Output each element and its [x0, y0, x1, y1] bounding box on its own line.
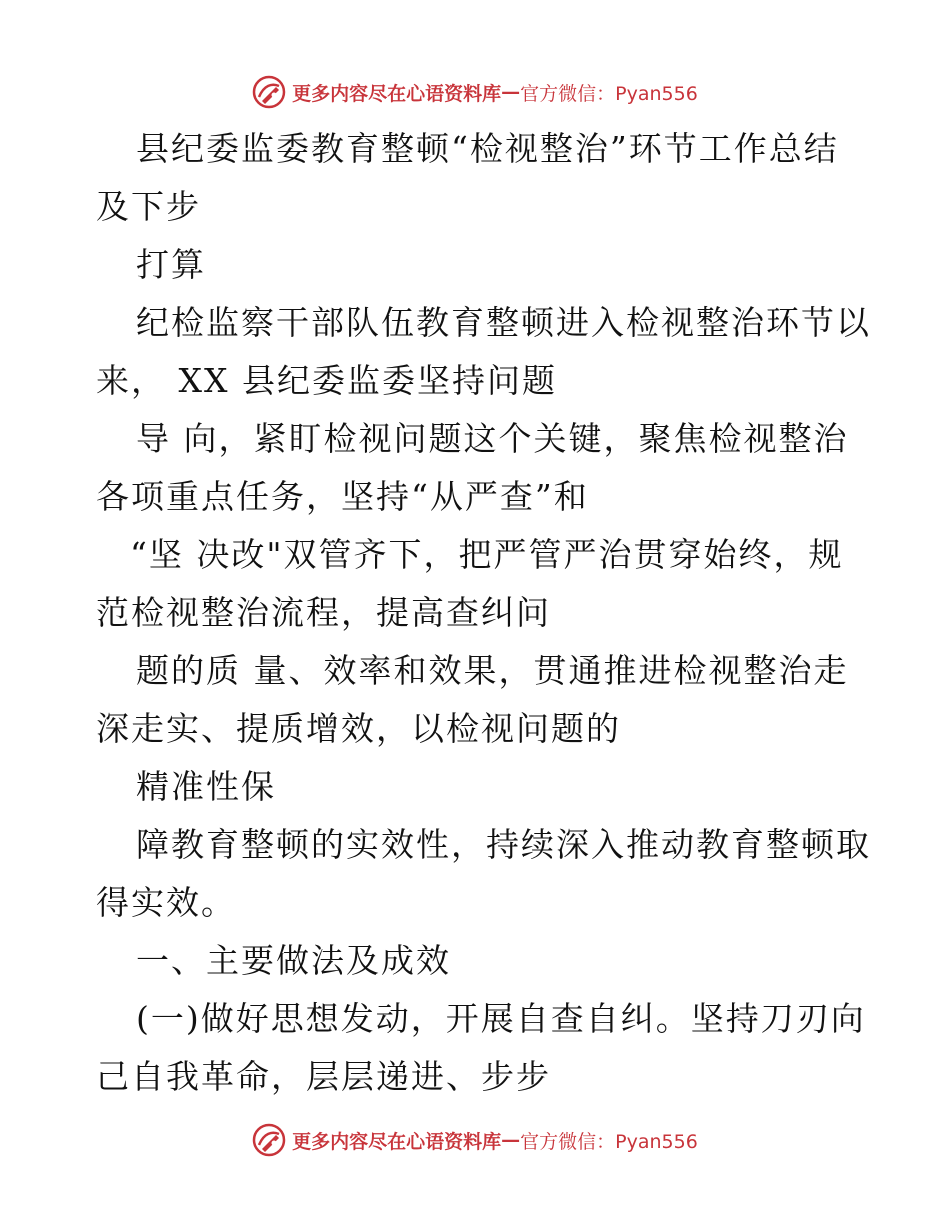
footer-banner	[0, 1118, 950, 1162]
section-heading: 一、主要做法及成效	[136, 941, 451, 980]
paragraph-line: 导 向，紧盯检视问题这个关键，聚焦检视整治	[136, 419, 849, 458]
pen-logo-icon	[252, 1123, 286, 1157]
paragraph-line: 纪检监察干部队伍教育整顿进入检视整治环节以	[136, 303, 871, 342]
banner-dash: —	[501, 81, 521, 103]
banner-dash: —	[501, 1129, 521, 1151]
title-line-2: 及下步	[96, 187, 201, 226]
paragraph-line: 来， XX 县纪委监委坚持问题	[96, 361, 557, 400]
header-banner	[0, 70, 950, 114]
banner-site-name: 更多内容尽在心语资料库	[292, 82, 502, 105]
paragraph-line: “坚 决改"双管齐下，把严管严治贯穿始终，规	[130, 535, 844, 574]
paragraph-line: 各项重点任务，坚持“从严查”和	[96, 477, 589, 516]
pen-logo-icon	[252, 75, 286, 109]
paragraph-line: 障教育整顿的实效性，持续深入推动教育整顿取	[136, 825, 871, 864]
banner-site-name: 更多内容尽在心语资料库	[292, 1130, 502, 1153]
paragraph-line: 得实效。	[96, 883, 236, 922]
banner-wechat-id: 官方微信：Pyan556	[520, 82, 698, 105]
document-body	[96, 120, 871, 1106]
paragraph-line: 深走实、提质增效，以检视问题的	[96, 709, 621, 748]
banner-wechat-id: 官方微信：Pyan556	[520, 1130, 698, 1153]
paragraph-line: 范检视整治流程，提高查纠问	[96, 593, 551, 632]
title-line-3: 打算	[136, 245, 206, 284]
paragraph-line: 己自我革命，层层递进、步步	[96, 1057, 551, 1096]
paragraph-line: (一)做好思想发动，开展自查自纠。坚持刀刃向	[136, 999, 866, 1038]
title-line-1: 县纪委监委教育整顿“检视整治”环节工作总结	[136, 129, 839, 168]
paragraph-line: 题的质 量、效率和效果，贯通推进检视整治走	[136, 651, 849, 690]
paragraph-line: 精准性保	[136, 767, 276, 806]
